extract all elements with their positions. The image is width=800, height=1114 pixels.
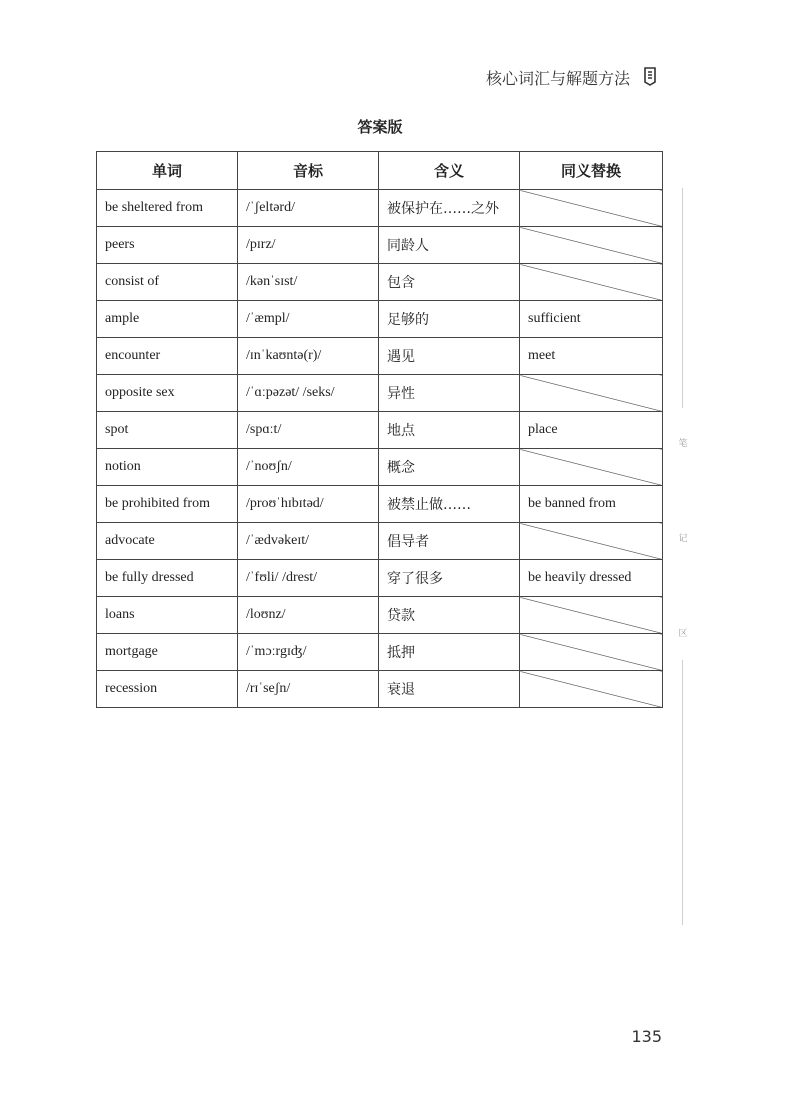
phonetic-cell: /ɪnˈkaʊntə(r)/ xyxy=(238,338,379,375)
table-row xyxy=(97,412,663,449)
column-header-word: 单词 xyxy=(97,152,238,190)
word-cell: be fully dressed xyxy=(97,560,238,597)
synonym-cell-empty xyxy=(520,523,663,560)
synonym-cell-empty xyxy=(520,190,663,227)
meaning-cell: 地点 xyxy=(379,412,520,449)
phonetic-cell: /spɑːt/ xyxy=(238,412,379,449)
table-row xyxy=(97,264,663,301)
phonetic-cell: /ˈædvəkeɪt/ xyxy=(238,523,379,560)
word-cell: ample xyxy=(97,301,238,338)
word-cell: mortgage xyxy=(97,634,238,671)
word-cell: opposite sex xyxy=(97,375,238,412)
word-cell: spot xyxy=(97,412,238,449)
table-header-row xyxy=(97,152,663,190)
meaning-cell: 衰退 xyxy=(379,671,520,708)
table-row xyxy=(97,634,663,671)
phonetic-cell: /ˈfʊli/ /drest/ xyxy=(238,560,379,597)
column-header-phonetic: 音标 xyxy=(238,152,379,190)
column-header-meaning: 含义 xyxy=(379,152,520,190)
synonym-cell-empty xyxy=(520,227,663,264)
meaning-cell: 包含 xyxy=(379,264,520,301)
meaning-cell: 穿了很多 xyxy=(379,560,520,597)
synonym-cell-empty xyxy=(520,449,663,486)
table-row xyxy=(97,227,663,264)
meaning-cell: 贷款 xyxy=(379,597,520,634)
phonetic-cell: /ˈnoʊʃn/ xyxy=(238,449,379,486)
table-row xyxy=(97,523,663,560)
phonetic-cell: /proʊˈhɪbɪtəd/ xyxy=(238,486,379,523)
word-cell: consist of xyxy=(97,264,238,301)
synonym-cell-empty xyxy=(520,634,663,671)
synonym-cell: meet xyxy=(520,338,663,375)
book-icon xyxy=(642,66,658,86)
table-row xyxy=(97,338,663,375)
phonetic-cell: /kənˈsɪst/ xyxy=(238,264,379,301)
word-cell: be prohibited from xyxy=(97,486,238,523)
synonym-cell-empty xyxy=(520,671,663,708)
running-header: 核心词汇与解题方法 xyxy=(485,69,630,88)
table-row xyxy=(97,375,663,412)
meaning-cell: 被禁止做…… xyxy=(379,486,520,523)
column-header-synonym: 同义替换 xyxy=(520,152,663,190)
table-body xyxy=(97,190,663,708)
word-cell: peers xyxy=(97,227,238,264)
synonym-cell-empty xyxy=(520,597,663,634)
phonetic-cell: /pɪrz/ xyxy=(238,227,379,264)
table-row xyxy=(97,190,663,227)
phonetic-cell: /ˈʃeltərd/ xyxy=(238,190,379,227)
notes-area-char: 笔 xyxy=(678,439,688,449)
synonym-cell: be heavily dressed xyxy=(520,560,663,597)
synonym-cell: be banned from xyxy=(520,486,663,523)
phonetic-cell: /rɪˈseʃn/ xyxy=(238,671,379,708)
notes-area-line-top xyxy=(682,188,683,408)
page-title: 答案版 xyxy=(357,118,403,136)
vocabulary-table xyxy=(96,151,663,708)
synonym-cell-empty xyxy=(520,375,663,412)
table-row xyxy=(97,597,663,634)
page-number: 135 xyxy=(631,1027,662,1046)
synonym-cell: place xyxy=(520,412,663,449)
word-cell: be sheltered from xyxy=(97,190,238,227)
phonetic-cell: /ˈmɔːrgɪʤ/ xyxy=(238,634,379,671)
word-cell: loans xyxy=(97,597,238,634)
meaning-cell: 异性 xyxy=(379,375,520,412)
phonetic-cell: /loʊnz/ xyxy=(238,597,379,634)
notes-area-line-bottom xyxy=(682,660,683,925)
word-cell: recession xyxy=(97,671,238,708)
meaning-cell: 抵押 xyxy=(379,634,520,671)
table-row xyxy=(97,301,663,338)
word-cell: advocate xyxy=(97,523,238,560)
table-row xyxy=(97,671,663,708)
meaning-cell: 倡导者 xyxy=(379,523,520,560)
phonetic-cell: /ˈæmpl/ xyxy=(238,301,379,338)
meaning-cell: 概念 xyxy=(379,449,520,486)
meaning-cell: 足够的 xyxy=(379,301,520,338)
synonym-cell: sufficient xyxy=(520,301,663,338)
meaning-cell: 遇见 xyxy=(379,338,520,375)
table-row xyxy=(97,560,663,597)
table-row xyxy=(97,486,663,523)
table-row xyxy=(97,449,663,486)
phonetic-cell: /ˈɑːpəzət/ /seks/ xyxy=(238,375,379,412)
synonym-cell-empty xyxy=(520,264,663,301)
meaning-cell: 被保护在……之外 xyxy=(379,190,520,227)
notes-area-char: 区 xyxy=(678,629,688,639)
word-cell: notion xyxy=(97,449,238,486)
word-cell: encounter xyxy=(97,338,238,375)
meaning-cell: 同龄人 xyxy=(379,227,520,264)
notes-area-char: 记 xyxy=(678,534,688,544)
